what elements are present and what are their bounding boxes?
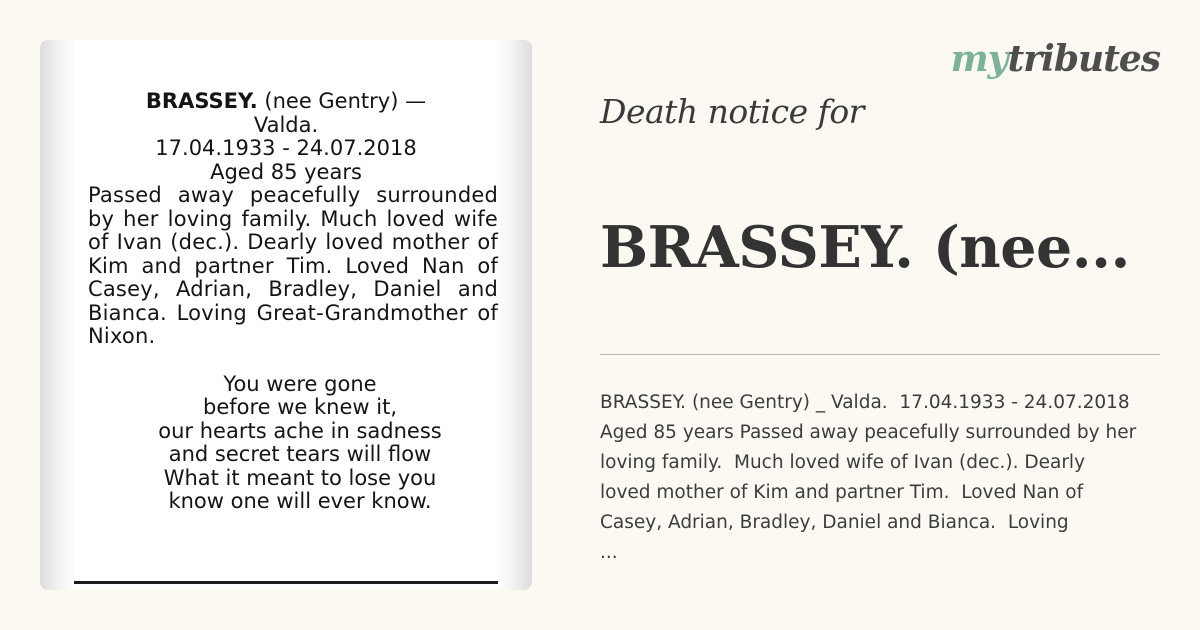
clipping-body: Passed away peacefully surrounded by her loving family. Much loved wife of Ivan (dec.). Dearly loved mother of Kim and partner Tim. Loved Nan of Casey, Adrian, Bradley, Daniel and Bianca. Loving Great-Grandmother of Nixon. [88, 183, 498, 348]
clipping-surname: BRASSEY. [145, 89, 258, 113]
logo-tributes: tributes [1007, 38, 1160, 80]
clipping-text [74, 90, 498, 514]
excerpt-line: BRASSEY. (nee Gentry) _ Valda. 17.04.1933 - 24.07.2018 [600, 392, 1130, 413]
newspaper-clipping-image [40, 40, 532, 590]
excerpt-line: Aged 85 years Passed away peacefully surrounded by her [600, 422, 1137, 443]
excerpt-ellipsis: ... [600, 542, 618, 563]
mytributes-logo[interactable] [951, 38, 1160, 80]
notice-excerpt [600, 388, 1184, 568]
notice-subtitle: Death notice for [600, 92, 864, 131]
divider [600, 354, 1160, 355]
clipping-headline [74, 90, 498, 184]
excerpt-line: loved mother of Kim and partner Tim. Loved Nan of [600, 482, 1084, 503]
logo-my: my [950, 38, 1008, 80]
excerpt-line: loving family. Much loved wife of Ivan (dec.). Dearly [600, 452, 1086, 473]
excerpt-line: Casey, Adrian, Bradley, Daniel and Bianca. Loving [600, 512, 1069, 533]
clipping-bottom-rule [74, 581, 498, 584]
clipping-poem: You were gone before we knew it, our hearts ache in sadness and secret tears will flow What it meant to lose you know one will ever know. [158, 371, 442, 513]
clipping-headline-details: (nee Gentry) — Valda. 17.04.1933 - 24.07.2018 Aged 85 years [155, 89, 427, 184]
notice-name-title: BRASSEY. (nee... [600, 214, 1130, 281]
